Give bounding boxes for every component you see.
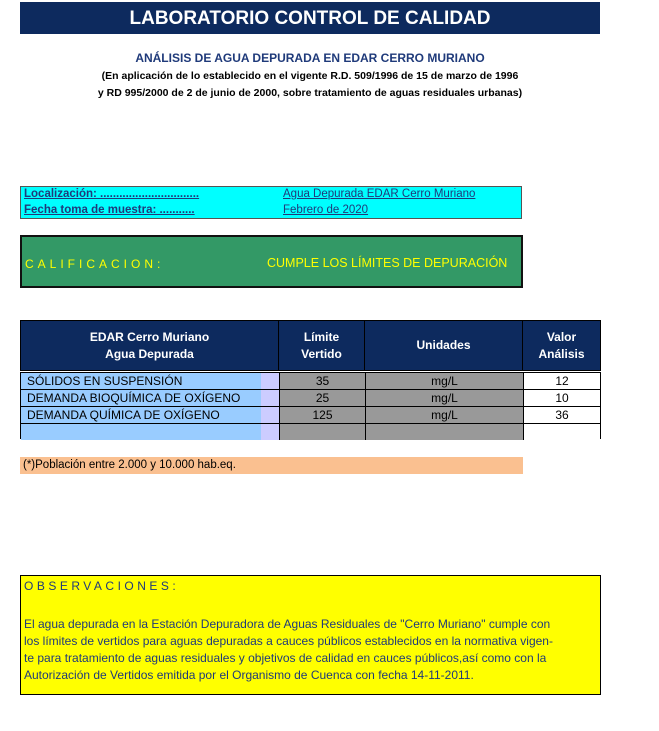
unit-cell: mg/L: [365, 390, 523, 406]
parameter-cell: [21, 424, 279, 440]
observations-line-4: Autorización de Vertidos emitida por el Organismo de Cuenca con fecha 14-11-2011.: [24, 668, 474, 682]
header-plant-line-1: EDAR Cerro Muriano: [89, 329, 210, 344]
regulation-note-line-1: (En aplicación de lo establecido en el vigente R.D. 509/1996 de 15 de marzo de 1996: [101, 70, 519, 82]
observations-title: OBSERVACIONES:: [24, 579, 180, 593]
header-units: [365, 321, 523, 370]
value-cell: [523, 424, 600, 440]
observations-line-3: te para tratamiento de aguas residuales y objetivos de calidad en cauces públicos,así como con la: [24, 651, 547, 665]
qualification-label: CALIFICACION:: [25, 257, 165, 271]
header-value-line-2: Análisis: [538, 346, 585, 361]
unit-cell: mg/L: [365, 373, 523, 389]
header-value-line-1: Valor: [546, 329, 577, 344]
results-table-header: [20, 320, 601, 371]
observations-box: [20, 575, 601, 695]
location-row: [21, 188, 521, 204]
unit-cell: [365, 424, 523, 440]
limit-cell: 125: [279, 407, 365, 423]
observations-text: [24, 616, 598, 684]
unit-cell: mg/L: [365, 407, 523, 423]
location-label: Localización: ...............................: [24, 188, 200, 200]
row-strip: [261, 407, 279, 423]
sample-info-box: [20, 186, 522, 219]
row-strip: [261, 424, 279, 440]
sample-date-label: Fecha toma de muestra: ...........: [24, 204, 195, 216]
location-value: Agua Depurada EDAR Cerro Muriano: [283, 188, 476, 200]
row-strip: [261, 390, 279, 406]
row-strip: [261, 373, 279, 389]
header-limit: [279, 321, 365, 370]
table-row: [21, 373, 600, 390]
value-cell: 10: [523, 390, 600, 406]
header-units-label: Unidades: [416, 338, 471, 352]
observations-line-1: El agua depurada en la Estación Depuradora de Aguas Residuales de "Cerro Muriano" cumple con: [24, 617, 551, 631]
limit-cell: 35: [279, 373, 365, 389]
parameter-cell: DEMANDA BIOQUÍMICA DE OXÍGENO: [21, 390, 279, 406]
regulation-note-line-2: y RD 995/2000 de 2 de junio de 2000, sobre tratamiento de aguas residuales urbanas): [97, 87, 523, 99]
sample-date-value: Febrero de 2020: [283, 204, 369, 216]
header-plant-line-2: Agua Depurada: [105, 346, 194, 361]
population-note: (*)Población entre 2.000 y 10.000 hab.eq.: [20, 457, 523, 474]
value-cell: 36: [523, 407, 600, 423]
table-row: [21, 424, 600, 440]
value-cell: 12: [523, 373, 600, 389]
sample-date-row: [21, 204, 521, 220]
header-limit-line-1: Límite: [303, 329, 340, 344]
results-table-body: [20, 372, 601, 439]
parameter-cell: DEMANDA QUÍMICA DE OXÍGENO: [21, 407, 279, 423]
qualification-value: CUMPLE LOS LÍMITES DE DEPURACIÓN: [267, 256, 508, 270]
limit-cell: 25: [279, 390, 365, 406]
parameter-cell: SÓLIDOS EN SUSPENSIÓN: [21, 373, 279, 389]
qualification-box: [20, 235, 523, 288]
table-row: [21, 390, 600, 407]
report-subtitle: ANÁLISIS DE AGUA DEPURADA EN EDAR CERRO MURIANO: [135, 51, 485, 65]
header-value: [523, 321, 600, 370]
page-title: LABORATORIO CONTROL DE CALIDAD: [20, 2, 600, 34]
header-limit-line-2: Vertido: [301, 346, 342, 361]
header-plant: [21, 321, 279, 370]
limit-cell: [279, 424, 365, 440]
observations-line-2: los límites de vertidos para aguas depuradas a cauces públicos establecidos en la normativa vigen-: [24, 634, 553, 648]
table-row: [21, 407, 600, 424]
